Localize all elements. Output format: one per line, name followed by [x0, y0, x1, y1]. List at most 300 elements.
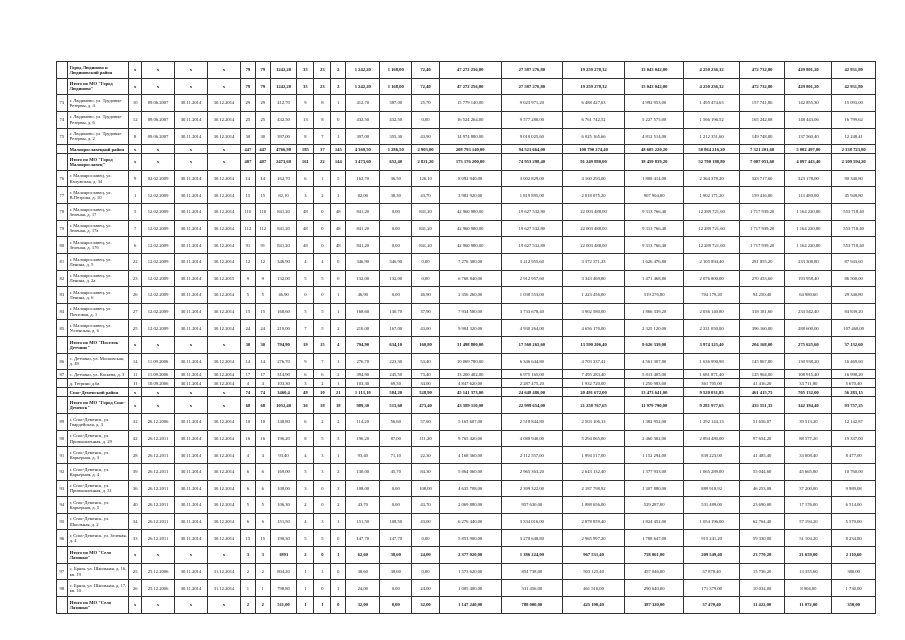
table-cell: 107 460,00	[832, 320, 876, 337]
table-cell: 1	[331, 128, 346, 145]
table-cell: 281 855,20	[739, 253, 785, 270]
table-cell: 50 864 216,20	[684, 145, 739, 154]
table-cell: 7	[314, 128, 331, 145]
row-number-cell	[57, 397, 68, 414]
table-cell: 74	[240, 388, 255, 397]
table-cell: 323 178,00	[785, 170, 832, 187]
table-cell: 151,50	[346, 513, 380, 530]
table-cell: 45 949,80	[832, 187, 876, 204]
table-cell: 4	[240, 447, 255, 464]
table-cell: 19 259 278,32	[563, 62, 625, 79]
table-cell: 6 768 840,00	[439, 270, 501, 287]
table-cell: 15	[255, 303, 270, 320]
row-number-cell	[57, 154, 68, 171]
address-cell: Итого по МО "Город Людиново"	[67, 78, 129, 95]
table-cell: 3 212 955,60	[501, 253, 563, 270]
table-cell: 144	[331, 154, 346, 171]
table-cell: 12	[255, 253, 270, 270]
table-cell: 4 168 360,00	[439, 447, 501, 464]
table-cell: 6 975 165,00	[501, 370, 563, 379]
table-cell: 8	[129, 128, 142, 145]
table-cell: 3 372 371,23	[563, 253, 625, 270]
address-cell: г. Малоярославец, ул. Ленина, д. 2а	[67, 270, 129, 287]
address-cell: Итого по МО "Город Малоярославец"	[67, 154, 129, 171]
table-cell: 43,00	[412, 513, 440, 530]
table-cell: 461 510,00	[563, 580, 625, 597]
table-cell: 1 250 983,00	[624, 379, 684, 388]
address-cell: г. Малоярославец, ул. Зеленая, д. 17	[67, 204, 129, 221]
table-cell: 30.12.2014	[208, 128, 241, 145]
subtotal-row	[57, 388, 876, 397]
table-row	[57, 253, 876, 270]
table-cell: 6	[297, 170, 314, 187]
table-cell: 2	[240, 563, 255, 580]
row-number-cell: 85	[57, 320, 68, 337]
table-cell: 8	[314, 111, 331, 128]
table-cell: 8 234,80	[832, 530, 876, 547]
table-cell: 37 132,60	[832, 337, 876, 354]
table-cell: 30.12.2014	[208, 220, 241, 237]
table-cell: 13 200 402,00	[439, 370, 501, 379]
table-cell: 87,00	[380, 430, 412, 447]
table-cell: 16 998,20	[832, 370, 876, 379]
table-cell: 15	[240, 187, 255, 204]
table-cell: 62 764,40	[739, 513, 785, 530]
table-cell: 12.02.2009	[142, 253, 175, 270]
table-cell: 9	[129, 170, 142, 187]
table-cell: 11 072,00	[785, 596, 832, 613]
row-number-cell: 81	[57, 253, 68, 270]
table-cell: 5 853 900,00	[439, 530, 501, 547]
table-cell: 30.12.2014	[208, 379, 241, 388]
table-cell: 6	[255, 513, 270, 530]
table-cell: 64 980,60	[785, 287, 832, 304]
table-cell: 47 272 256,00	[439, 62, 501, 79]
table-cell: 12 289 721,60	[684, 237, 739, 254]
table-cell: 12.02.2009	[142, 204, 175, 221]
table-cell: 967 531,40	[563, 547, 625, 564]
table-cell: 25	[255, 111, 270, 128]
table-cell: 529 287,00	[624, 497, 684, 514]
table-cell: 425 190,40	[563, 596, 625, 613]
table-cell: 6	[129, 237, 142, 254]
table-cell: 18	[331, 397, 346, 414]
table-cell: 1	[129, 187, 142, 204]
table-cell: 412,70	[346, 95, 380, 112]
table-row	[57, 287, 876, 304]
table-cell: 5	[240, 287, 255, 304]
table-cell: 2 109 594,20	[832, 154, 876, 171]
subtotal-row	[57, 596, 876, 613]
table-cell: 30.11.2014	[175, 128, 208, 145]
table-cell: 10.09.2006	[142, 379, 175, 388]
table-cell: 1 471 468,80	[624, 270, 684, 287]
row-number-cell	[57, 388, 68, 397]
table-cell: 15	[255, 187, 270, 204]
table-cell: 25	[129, 320, 142, 337]
table-row	[57, 463, 876, 480]
table-cell: 1	[331, 353, 346, 370]
table-cell: 634,10	[380, 337, 412, 354]
table-cell: 12.02.2009	[142, 287, 175, 304]
table-cell: 1 994 517,00	[563, 447, 625, 464]
table-cell: 457 046,00	[624, 563, 684, 580]
table-cell: х	[175, 337, 208, 354]
table-cell: 4 635 708,00	[439, 480, 501, 497]
table-cell: 10	[255, 414, 270, 431]
table-cell: 447	[255, 145, 270, 154]
table-cell: 142 855,30	[785, 95, 832, 112]
address-cell: г. Спас-Деменск, ул. Промышленная, д. 31	[67, 480, 129, 497]
address-cell: Город Людиново и Людиновский район	[67, 62, 129, 79]
table-cell: 30.12.2014	[208, 237, 241, 254]
table-cell: 48	[297, 204, 314, 221]
table-cell: 1 307 880,00	[624, 480, 684, 497]
table-cell: 30.12.2014	[208, 530, 241, 547]
table-cell: 407	[255, 154, 270, 171]
table-cell: 11 422,00	[739, 596, 785, 613]
table-cell: 38,60	[380, 547, 412, 564]
table-cell: 1 168,00	[380, 62, 412, 79]
table-cell: х	[142, 145, 175, 154]
table-cell: 62,60	[346, 547, 380, 564]
table-cell: 1 088 656,00	[563, 497, 625, 514]
row-number-cell: 76	[57, 170, 68, 187]
table-cell: 22 003 488,00	[563, 237, 625, 254]
table-body	[57, 62, 876, 614]
table-cell: 798,80	[270, 580, 297, 597]
table-cell: 2	[255, 563, 270, 580]
table-cell: 185	[297, 145, 314, 154]
subtotal-row	[57, 145, 876, 154]
row-number-cell: 94	[57, 497, 68, 514]
table-cell: 2	[331, 414, 346, 431]
table-cell: 233 542,40	[785, 303, 832, 320]
table-cell: 3 334 016,00	[501, 513, 563, 530]
table-cell: 30.12.2014	[208, 497, 241, 514]
table-cell: 16	[255, 430, 270, 447]
table-cell: 5	[314, 320, 331, 337]
table-cell: 112	[255, 220, 270, 237]
table-cell: 12.02.2009	[142, 237, 175, 254]
table-cell: 4 656 170,00	[563, 320, 625, 337]
table-cell: 12	[240, 253, 255, 270]
table-cell: 2	[331, 62, 346, 79]
table-cell: 1 626 476,80	[624, 253, 684, 270]
table-row	[57, 128, 876, 145]
table-cell: 23 770,20	[739, 547, 785, 564]
table-cell: 5 165 607,00	[439, 414, 501, 431]
table-cell: 25	[240, 111, 255, 128]
row-number-cell	[57, 379, 68, 388]
table-cell: 2 965 997,20	[563, 530, 625, 547]
subtotal-row	[57, 337, 876, 354]
table-row	[57, 530, 876, 547]
table-cell: 31.12.2014	[208, 580, 241, 597]
table-cell: 19 259 278,32	[563, 78, 625, 95]
row-number-cell: 74	[57, 111, 68, 128]
table-cell: 0,00	[412, 530, 440, 547]
row-number-cell: 82	[57, 270, 68, 287]
table-cell: 71,10	[380, 447, 412, 464]
address-cell: г. Малоярославец, ул. Успенская, д. 6	[67, 320, 129, 337]
table-cell: 09.06.2007	[142, 111, 175, 128]
table-cell: х	[175, 62, 208, 79]
table-cell: х	[142, 596, 175, 613]
table-cell: 46 253,08	[739, 480, 785, 497]
table-cell: 4	[314, 253, 331, 270]
address-cell: с. Бряза, ул. Школьная, д. 16, кв. 19	[67, 563, 129, 580]
table-cell: 42 960 980,00	[439, 237, 501, 254]
table-cell: 30.12.2014	[208, 95, 241, 112]
table-cell: 59 330,00	[739, 530, 785, 547]
table-cell: 3	[314, 447, 331, 464]
table-cell: 30.11.2014	[175, 430, 208, 447]
table-cell: х	[208, 154, 241, 171]
table-cell: 45 665,80	[785, 463, 832, 480]
row-number-cell: 73	[57, 95, 68, 112]
table-cell: 14	[129, 353, 142, 370]
table-cell: 1	[331, 513, 346, 530]
table-cell: 9 281 977,65	[684, 397, 739, 414]
address-cell: г. Спас-Деменск, ул. Школьная, д. 2	[67, 513, 129, 530]
table-cell: 09.06.2007	[142, 95, 175, 112]
table-cell: 35	[297, 62, 314, 79]
table-cell: 29 340,80	[832, 287, 876, 304]
table-cell: х	[129, 145, 142, 154]
row-number-cell: 77	[57, 187, 68, 204]
table-cell: 25	[129, 563, 142, 580]
table-cell: 46,90	[270, 287, 297, 304]
table-cell: 1 147 240,00	[439, 596, 501, 613]
table-cell: 342 194,40	[785, 397, 832, 414]
table-cell: 45,70	[380, 463, 412, 480]
table-cell: 841,20	[412, 204, 440, 221]
table-cell: 43,70	[346, 497, 380, 514]
table-cell: 46,90	[346, 287, 380, 304]
address-cell: г. Спас-Деменск, ул. Карьерная, д. 5	[67, 497, 129, 514]
table-cell: 3 343 469,80	[563, 270, 625, 287]
subtotal-row	[57, 78, 876, 95]
table-cell: 132,00	[346, 270, 380, 287]
table-cell: 56,60	[380, 414, 412, 431]
table-cell: 915 241,20	[684, 530, 739, 547]
table-cell: 758 061,00	[624, 547, 684, 564]
table-row	[57, 187, 876, 204]
table-cell: 2 518 844,80	[501, 414, 563, 431]
table-cell: 6	[255, 480, 270, 497]
table-cell: 3	[297, 187, 314, 204]
table-cell: 97 654,20	[739, 430, 785, 447]
table-cell: 82,00	[346, 187, 380, 204]
table-cell: 2 287 475,20	[501, 379, 563, 388]
table-row	[57, 414, 876, 431]
table-cell: 412,70	[270, 95, 297, 112]
table-cell: 30.11.2014	[175, 447, 208, 464]
table-cell: 1 808 414,00	[624, 170, 684, 187]
table-cell: 47 272 256,00	[439, 78, 501, 95]
subtotal-row	[57, 62, 876, 79]
table-cell: 23	[314, 62, 331, 79]
address-cell: Итого по МО "Город Спас-Деменск"	[67, 397, 129, 414]
table-cell: 0	[331, 596, 346, 613]
row-number-cell	[57, 145, 68, 154]
table-cell: 9 520 031,85	[684, 388, 739, 397]
table-cell: 5 002 497,00	[785, 145, 832, 154]
table-cell: 38,60	[380, 563, 412, 580]
table-cell: 4 097 443,40	[785, 154, 832, 171]
address-cell: г. Малоярославец, ул. Ленина, д. 6	[67, 287, 129, 304]
table-cell: 0,00	[380, 596, 412, 613]
table-cell: 1 223 456,00	[563, 287, 625, 304]
table-cell: 15	[240, 530, 255, 547]
table-cell: 1 005 400,00	[439, 580, 501, 597]
table-row	[57, 170, 876, 187]
table-cell: 30.12.2014	[208, 430, 241, 447]
table-cell: 1 377 933,00	[624, 463, 684, 480]
table-cell: 1242,20	[270, 62, 297, 79]
table-cell: 30.12.2014	[208, 204, 241, 221]
table-cell: 472 732,00	[739, 78, 785, 95]
table-cell: 290 640,00	[624, 580, 684, 597]
table-cell: 145 867,80	[739, 353, 785, 370]
table-row	[57, 580, 876, 597]
table-cell: 1 730,00	[832, 580, 876, 597]
table-cell: х	[208, 596, 241, 613]
address-cell: Итого по МО "Село Лазинки"	[67, 547, 129, 564]
table-cell: 30	[240, 128, 255, 145]
table-cell: 2 377 020,00	[439, 547, 501, 564]
table-cell: 8	[314, 95, 331, 112]
table-cell: 14 974 880,00	[439, 128, 501, 145]
table-cell: 804,20	[270, 563, 297, 580]
table-cell: х	[208, 78, 241, 95]
table-cell: 159 416,80	[739, 187, 785, 204]
table-cell: 394,90	[346, 370, 380, 379]
table-cell: 21 258 767,65	[563, 397, 625, 414]
row-number-cell	[57, 78, 68, 95]
table-cell: 1 717 939,20	[739, 204, 785, 221]
table-cell: 204 168,00	[739, 337, 785, 354]
table-cell: 51 104,20	[785, 530, 832, 547]
table-cell: 91	[240, 237, 255, 254]
table-cell: 6	[255, 463, 270, 480]
table-cell: 5	[255, 287, 270, 304]
table-cell: 25.12.2006	[142, 580, 175, 597]
table-cell: 9 023 971,20	[501, 95, 563, 112]
table-cell: 147,70	[380, 530, 412, 547]
table-cell: х	[208, 337, 241, 354]
table-cell: 30.11.2014	[175, 370, 208, 379]
table-cell: 5 570,00	[832, 513, 876, 530]
table-cell: 5	[297, 303, 314, 320]
address-cell: Спас-Деменский район	[67, 388, 129, 397]
row-number-cell	[57, 547, 68, 564]
table-cell: 841,20	[270, 220, 297, 237]
table-cell: 1	[314, 563, 331, 580]
table-cell: 11.09.2006	[142, 353, 175, 370]
table-cell: 1 054 196,00	[684, 513, 739, 530]
table-cell: 12.02.2009	[142, 320, 175, 337]
table-cell: 13 355,60	[785, 563, 832, 580]
table-cell: 6 276 440,00	[439, 513, 501, 530]
table-cell: 553 718,40	[832, 220, 876, 237]
table-cell: 6	[240, 513, 255, 530]
row-number-cell: 91	[57, 447, 68, 464]
table-cell: 2 821,20	[412, 154, 440, 171]
table-cell: 9 765 420,00	[439, 430, 501, 447]
table-cell: 276,70	[270, 353, 297, 370]
table-cell: 114,20	[346, 414, 380, 431]
table-cell: 171 379,00	[684, 580, 739, 597]
table-cell: 6	[297, 414, 314, 431]
table-cell: 37 200,00	[785, 480, 832, 497]
table-cell: 37 878,40	[684, 563, 739, 580]
table-cell: 46,90	[412, 287, 440, 304]
table-cell: 841,20	[346, 237, 380, 254]
table-cell: 531 456,00	[501, 580, 563, 597]
table-cell: 1	[297, 596, 314, 613]
table-cell: 37 470,40	[684, 596, 739, 613]
table-cell: 30.12.2014	[208, 353, 241, 370]
table-cell: 25,70	[412, 95, 440, 112]
address-cell: с. Детчино, ул. Московская, д. 49	[67, 353, 129, 370]
table-cell: 15 043 042,00	[624, 62, 684, 79]
table-cell: 27 587 276,80	[501, 62, 563, 79]
table-cell: 111,20	[412, 430, 440, 447]
table-cell: 30.11.2014	[175, 379, 208, 388]
table-cell: 38,60	[346, 563, 380, 580]
table-cell: 167,00	[380, 320, 412, 337]
table-cell: 1	[331, 287, 346, 304]
table-cell: 24	[255, 320, 270, 337]
table-cell: 132,00	[380, 270, 412, 287]
table-cell: 30.11.2014	[175, 95, 208, 112]
table-cell: 387 320,00	[624, 596, 684, 613]
table-cell: 22 999 654,00	[501, 397, 563, 414]
table-cell: 3	[240, 547, 255, 564]
table-cell: 4	[255, 379, 270, 388]
table-cell: 14	[255, 353, 270, 370]
table-cell: 1 164 220,80	[785, 220, 832, 237]
table-cell: 12 248,41	[832, 128, 876, 145]
table-cell: 15	[240, 303, 255, 320]
table-cell: 108,00	[270, 480, 297, 497]
table-cell: 12 142,87	[832, 414, 876, 431]
table-cell: 12.02.2009	[142, 187, 175, 204]
table-cell: 1 866 339,20	[624, 303, 684, 320]
table-cell: 110	[255, 204, 270, 221]
table-cell: 103,30	[270, 379, 297, 388]
table-cell: 9 010 025,60	[501, 128, 563, 145]
table-cell: 0	[314, 287, 331, 304]
table-cell: 9 904 320,00	[439, 320, 501, 337]
table-cell: 12	[129, 111, 142, 128]
table-cell: 1 819 895,00	[501, 187, 563, 204]
table-cell: 3	[331, 480, 346, 497]
table-cell: 314,90	[270, 370, 297, 379]
table-cell: 30.11.2014	[175, 303, 208, 320]
table-cell: 1 168,00	[380, 78, 412, 95]
table-cell: 90 340,80	[832, 170, 876, 187]
table-row	[57, 204, 876, 221]
table-cell: 7	[129, 220, 142, 237]
table-cell: 16 524 264,00	[439, 111, 501, 128]
table-cell: 1	[331, 580, 346, 597]
table-cell: 9 313 766,40	[624, 204, 684, 221]
table-cell: 110	[240, 204, 255, 221]
table-cell: 2 036 140,80	[684, 303, 739, 320]
